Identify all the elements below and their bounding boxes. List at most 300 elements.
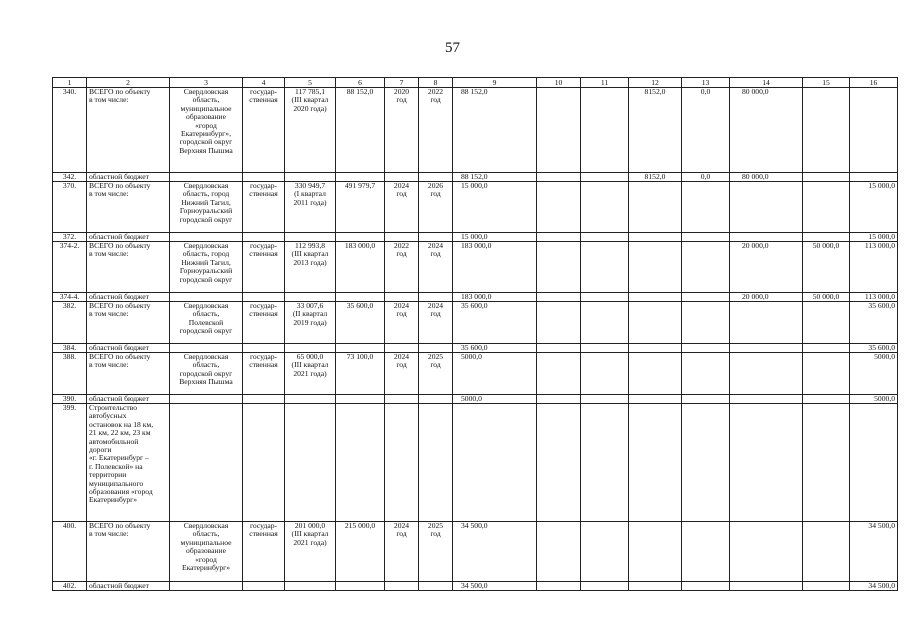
table-cell — [53, 404, 87, 522]
table-cell — [730, 233, 803, 242]
cell-text: Горноуральский — [179, 206, 233, 216]
cell-text: 2020 — [393, 87, 410, 96]
table-cell — [285, 522, 336, 582]
table-cell — [629, 88, 682, 173]
cell-text: 0,0 — [700, 87, 711, 96]
table-cell — [850, 173, 898, 182]
table-cell — [537, 522, 581, 582]
cell-text: 15 000,0 — [868, 232, 895, 241]
table-cell — [385, 293, 419, 302]
cell-text: 8152,0 — [644, 87, 666, 96]
table-cell — [730, 522, 803, 582]
table-cell — [453, 88, 537, 173]
table-cell — [537, 404, 581, 522]
table-cell — [581, 395, 629, 404]
table-cell — [419, 182, 453, 233]
table-cell — [453, 242, 537, 293]
table-cell — [730, 353, 803, 395]
table-cell — [453, 522, 537, 582]
table-cell — [803, 173, 850, 182]
table-cell — [87, 242, 170, 293]
table-cell — [730, 88, 803, 173]
cell-text: 370. — [62, 181, 77, 190]
cell-text: 2024 — [427, 301, 444, 310]
table-cell — [385, 242, 419, 293]
cell-text: 2024 — [393, 301, 410, 310]
cell-text: 34 500,0 — [868, 521, 895, 530]
table-cell — [243, 522, 285, 582]
table-cell — [682, 233, 730, 242]
table-cell — [850, 233, 898, 242]
cell-text: Свердловская — [183, 521, 229, 530]
cell-text: 0,0 — [700, 172, 711, 181]
table-cell — [581, 404, 629, 522]
table-cell — [87, 395, 170, 404]
table-cell — [537, 302, 581, 344]
cell-text: 400. — [62, 521, 77, 530]
cell-text: ВСЕГО по объекту — [89, 87, 151, 96]
table-cell — [803, 302, 850, 344]
table-cell — [537, 182, 581, 233]
cell-text: муниципального — [89, 478, 144, 488]
table-cell — [850, 182, 898, 233]
table-cell — [803, 88, 850, 173]
table-cell — [682, 293, 730, 302]
cell-text: муниципальное — [180, 537, 232, 547]
budget-row — [53, 233, 898, 242]
budget-row — [53, 293, 898, 302]
cell-text: 2021 года) — [293, 368, 327, 378]
table-cell — [285, 395, 336, 404]
table-cell — [87, 302, 170, 344]
cell-text: в том числе: — [89, 189, 129, 199]
cell-text: 35 600,0 — [346, 301, 374, 310]
table-cell — [730, 242, 803, 293]
cell-text: 2021 года) — [293, 537, 327, 547]
cell-text: 183 000,0 — [461, 292, 492, 301]
column-header: 2 — [87, 78, 170, 88]
cell-text: 113 000,0 — [864, 292, 895, 301]
cell-text: (II квартал — [292, 309, 328, 319]
cell-text: ВСЕГО по объекту — [89, 301, 151, 310]
table-cell — [803, 344, 850, 353]
table-cell — [170, 242, 243, 293]
table-cell — [419, 395, 453, 404]
cell-text: 20 000,0 — [742, 292, 769, 301]
table-cell — [419, 173, 453, 182]
cell-text: городской округ — [179, 274, 233, 284]
page-number: 57 — [445, 40, 460, 56]
cell-text: областной бюджет — [89, 581, 149, 590]
cell-text: муниципальное — [180, 103, 232, 113]
table-cell — [453, 302, 537, 344]
table-cell — [682, 395, 730, 404]
cell-text: в том числе: — [89, 309, 129, 319]
cell-text: 117 785,1 — [294, 87, 326, 96]
table-cell — [453, 353, 537, 395]
cell-text: 374-2. — [59, 241, 80, 250]
cell-text: 112 993,8 — [294, 241, 326, 250]
cell-text: 15 000,0 — [461, 181, 488, 190]
column-header: 1 — [53, 78, 87, 88]
cell-text: 5000,0 — [874, 352, 895, 361]
table-cell — [629, 293, 682, 302]
table-cell — [629, 522, 682, 582]
table-cell — [419, 404, 453, 522]
table-cell — [419, 582, 453, 591]
cell-text: областной бюджет — [89, 292, 149, 301]
table-cell — [682, 353, 730, 395]
cell-text: 34 500,0 — [461, 521, 488, 530]
cell-text: 215 000,0 — [344, 521, 376, 530]
cell-text: в том числе: — [89, 95, 129, 105]
column-header: 9 — [453, 78, 537, 88]
table-cell — [581, 353, 629, 395]
budget-row — [53, 582, 898, 591]
cell-text: дороги — [89, 445, 112, 455]
cell-text: год — [396, 249, 407, 259]
table-cell — [87, 173, 170, 182]
table-cell — [803, 404, 850, 522]
table-cell — [730, 395, 803, 404]
column-header: 4 — [243, 78, 285, 88]
cell-text: (III квартал — [291, 360, 329, 370]
cell-text: 374-4. — [59, 292, 80, 301]
table-cell — [850, 293, 898, 302]
cell-text: «город — [195, 120, 217, 130]
column-header: 11 — [581, 78, 629, 88]
cell-text: 2022 — [393, 241, 410, 250]
cell-text: 390. — [62, 394, 77, 403]
table-cell — [285, 353, 336, 395]
cell-text: Горноуральский — [179, 266, 233, 276]
table-cell — [243, 293, 285, 302]
budget-row — [53, 173, 898, 182]
table-cell — [170, 522, 243, 582]
table-cell — [170, 353, 243, 395]
table-cell — [170, 582, 243, 591]
table-cell — [803, 522, 850, 582]
table-cell — [53, 582, 87, 591]
table-cell — [537, 395, 581, 404]
table-cell — [170, 233, 243, 242]
object-row — [53, 242, 898, 293]
cell-text: Свердловская — [183, 241, 229, 250]
cell-text: 2019 года) — [293, 317, 327, 327]
cell-text: область, — [192, 360, 220, 370]
table-cell — [243, 344, 285, 353]
cell-text: Екатеринбург» — [181, 563, 231, 573]
table-cell — [385, 182, 419, 233]
table-cell — [682, 173, 730, 182]
cell-text: 35 600,0 — [461, 343, 488, 352]
cell-text: образования «город — [89, 487, 153, 497]
cell-text: 65 000,0 — [296, 352, 324, 361]
cell-text: 402. — [62, 581, 77, 590]
table-cell — [629, 353, 682, 395]
table-cell — [581, 242, 629, 293]
table-cell — [682, 88, 730, 173]
table-cell — [170, 293, 243, 302]
cell-text: 384. — [62, 343, 77, 352]
cell-text: 2024 — [393, 352, 410, 361]
table-cell — [385, 302, 419, 344]
cell-text: год — [396, 309, 407, 319]
cell-text: 8152,0 — [644, 172, 666, 181]
column-header: 16 — [850, 78, 898, 88]
cell-text: 88 152,0 — [346, 87, 374, 96]
table-cell — [87, 88, 170, 173]
table-cell — [385, 404, 419, 522]
cell-text: г. Полевской» на — [89, 461, 143, 471]
table-cell — [87, 582, 170, 591]
table-cell — [537, 242, 581, 293]
cell-text: государ- — [249, 87, 278, 96]
table-cell — [730, 582, 803, 591]
table-cell — [682, 242, 730, 293]
cell-text: ственная — [249, 249, 278, 259]
table-cell — [419, 353, 453, 395]
cell-text: Свердловская — [183, 87, 229, 96]
table-cell — [629, 582, 682, 591]
table-cell — [385, 233, 419, 242]
cell-text: городской округ — [179, 214, 233, 224]
table-cell — [336, 182, 385, 233]
table-cell — [170, 302, 243, 344]
table-cell — [850, 353, 898, 395]
table-cell — [385, 582, 419, 591]
cell-text: 35 600,0 — [868, 343, 895, 352]
table-cell — [730, 404, 803, 522]
cell-text: 88 152,0 — [461, 87, 488, 96]
table-cell — [53, 522, 87, 582]
table-cell — [682, 182, 730, 233]
cell-text: государ- — [249, 241, 278, 250]
cell-text: Нижний Тагил, — [181, 197, 231, 207]
table-cell — [336, 404, 385, 522]
table-cell — [385, 395, 419, 404]
cell-text: 2025 — [427, 352, 444, 361]
table-cell — [53, 353, 87, 395]
cell-text: государ- — [249, 352, 278, 361]
cell-text: 2013 года) — [293, 257, 327, 267]
table-cell — [629, 233, 682, 242]
table-cell — [285, 404, 336, 522]
object-row — [53, 404, 898, 522]
cell-text: Верхняя Пышма — [179, 145, 233, 155]
table-cell — [453, 233, 537, 242]
cell-text: 5000,0 — [461, 394, 482, 403]
cell-text: Свердловская — [183, 181, 229, 190]
table-cell — [285, 242, 336, 293]
table-cell — [730, 344, 803, 353]
table-cell — [581, 88, 629, 173]
table-cell — [850, 582, 898, 591]
cell-text: городской округ — [179, 368, 233, 378]
cell-text: 35 600,0 — [868, 301, 895, 310]
table-cell — [537, 293, 581, 302]
cell-text: областной бюджет — [89, 343, 149, 352]
table-cell — [87, 233, 170, 242]
table-cell — [53, 242, 87, 293]
table-cell — [803, 182, 850, 233]
cell-text: 491 979,7 — [344, 181, 376, 190]
cell-text: 388. — [62, 352, 77, 361]
cell-text: 34 500,0 — [461, 581, 488, 590]
table-cell — [243, 395, 285, 404]
cell-text: 2026 — [427, 181, 444, 190]
cell-text: год — [430, 360, 441, 370]
column-header: 13 — [682, 78, 730, 88]
object-row — [53, 353, 898, 395]
cell-text: 88 152,0 — [461, 172, 488, 181]
table-cell — [285, 233, 336, 242]
object-row — [53, 522, 898, 582]
cell-text: 342. — [62, 172, 77, 181]
table-cell — [285, 88, 336, 173]
table-cell — [243, 182, 285, 233]
cell-text: область, город — [182, 249, 230, 259]
cell-text: «г. Екатеринбург – — [89, 453, 149, 463]
table-cell — [336, 395, 385, 404]
cell-text: областной бюджет — [89, 172, 149, 181]
cell-text: образование — [186, 112, 226, 122]
table-cell — [537, 353, 581, 395]
cell-text: городской округ — [179, 137, 233, 147]
cell-text: 113 000,0 — [864, 241, 895, 250]
object-row — [53, 182, 898, 233]
cell-text: 20 000,0 — [742, 241, 769, 250]
cell-text: автобусных — [89, 411, 127, 421]
table-cell — [53, 395, 87, 404]
table-cell — [629, 302, 682, 344]
column-header: 8 — [419, 78, 453, 88]
table-cell — [682, 582, 730, 591]
cell-text: 73 100,0 — [346, 352, 374, 361]
cell-text: территории — [89, 470, 127, 480]
table-cell — [682, 522, 730, 582]
table-cell — [285, 582, 336, 591]
cell-text: 2024 — [393, 181, 410, 190]
cell-text: государ- — [249, 301, 278, 310]
cell-text: ственная — [249, 309, 278, 319]
table-cell — [336, 302, 385, 344]
cell-text: год — [430, 529, 441, 539]
cell-text: год — [430, 189, 441, 199]
table-cell — [336, 242, 385, 293]
table-cell — [336, 233, 385, 242]
cell-text: Екатеринбург», — [181, 129, 231, 139]
table-cell — [336, 522, 385, 582]
cell-text: Строительство — [89, 403, 137, 412]
table-cell — [87, 182, 170, 233]
table-cell — [629, 404, 682, 522]
table-cell — [581, 233, 629, 242]
table-cell — [581, 182, 629, 233]
cell-text: 33 007,6 — [296, 301, 324, 310]
table-cell — [850, 88, 898, 173]
table-cell — [336, 582, 385, 591]
table-cell — [629, 344, 682, 353]
table-cell — [87, 344, 170, 353]
column-header: 10 — [537, 78, 581, 88]
table-cell — [53, 302, 87, 344]
cell-text: область, — [192, 95, 220, 105]
table-cell — [803, 293, 850, 302]
cell-text: ВСЕГО по объекту — [89, 521, 151, 530]
table-cell — [850, 344, 898, 353]
budget-row — [53, 395, 898, 404]
cell-text: 21 км, 22 км, 23 км — [89, 428, 151, 438]
cell-text: государ- — [249, 181, 278, 190]
table-cell — [453, 344, 537, 353]
cell-text: Свердловская — [183, 301, 229, 310]
table-cell — [87, 293, 170, 302]
table-cell — [243, 242, 285, 293]
table-cell — [285, 182, 336, 233]
table-cell — [453, 182, 537, 233]
budget-row — [53, 344, 898, 353]
table-cell — [581, 302, 629, 344]
table-cell — [629, 242, 682, 293]
cell-text: ственная — [249, 529, 278, 539]
table-cell — [285, 293, 336, 302]
table-cell — [170, 344, 243, 353]
cell-text: (I квартал — [294, 189, 326, 199]
cell-text: 80 000,0 — [742, 87, 769, 96]
table-cell — [581, 522, 629, 582]
table-cell — [336, 293, 385, 302]
cell-text: образование — [186, 546, 226, 556]
cell-text: ственная — [249, 189, 278, 199]
column-header: 5 — [285, 78, 336, 88]
table-cell — [170, 395, 243, 404]
table-cell — [629, 395, 682, 404]
table-cell — [419, 233, 453, 242]
cell-text: год — [430, 309, 441, 319]
column-header: 6 — [336, 78, 385, 88]
cell-text: 50 000,0 — [812, 292, 840, 301]
cell-text: 80 000,0 — [742, 172, 769, 181]
table-cell — [243, 582, 285, 591]
table-cell — [385, 88, 419, 173]
table-cell — [53, 293, 87, 302]
table-cell — [803, 582, 850, 591]
table-cell — [336, 353, 385, 395]
cell-text: ВСЕГО по объекту — [89, 352, 151, 361]
table-cell — [453, 173, 537, 182]
table-cell — [170, 182, 243, 233]
table-cell — [803, 233, 850, 242]
cell-text: ственная — [249, 95, 278, 105]
table-cell — [453, 404, 537, 522]
table-cell — [682, 404, 730, 522]
column-header: 7 — [385, 78, 419, 88]
cell-text: 15 000,0 — [461, 232, 488, 241]
cell-text: (III квартал — [291, 249, 329, 259]
table-cell — [419, 88, 453, 173]
cell-text: 2022 — [427, 87, 444, 96]
table-cell — [730, 173, 803, 182]
table-cell — [419, 344, 453, 353]
table-cell — [53, 233, 87, 242]
table-cell — [170, 404, 243, 522]
table-cell — [682, 302, 730, 344]
table-cell — [581, 582, 629, 591]
table-cell — [87, 404, 170, 522]
cell-text: областной бюджет — [89, 232, 149, 241]
table-cell — [537, 233, 581, 242]
